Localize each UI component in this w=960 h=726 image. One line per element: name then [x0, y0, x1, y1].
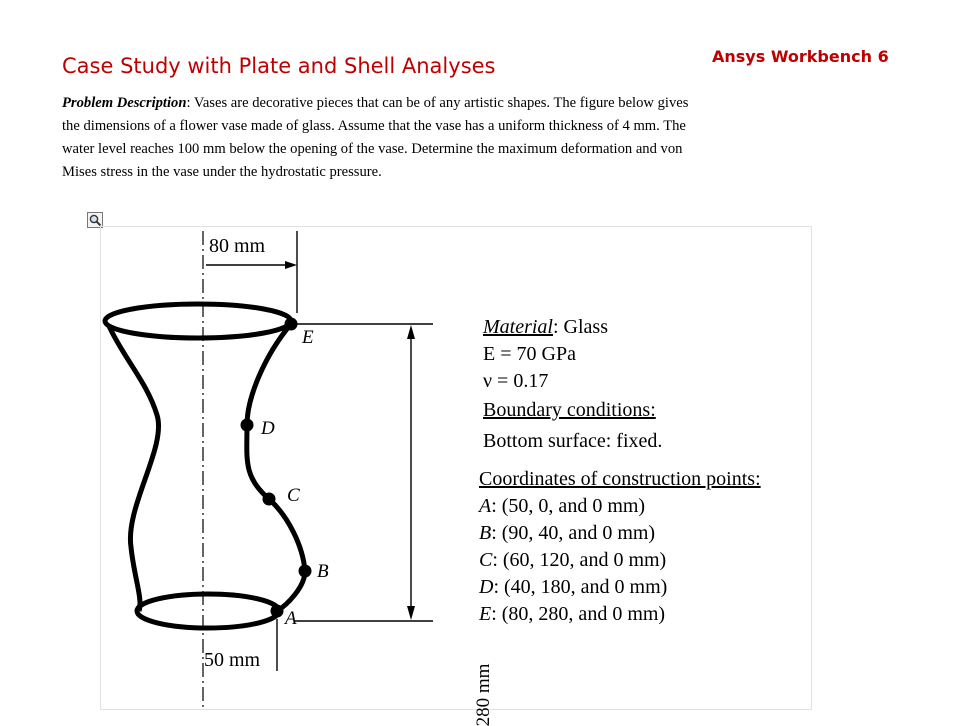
problem-line-3: water level reaches 100 mm below the opening of the vase. Determine the maximum deformation and von: [62, 141, 683, 157]
vase-figure: [100, 226, 812, 726]
point-C: [263, 493, 276, 506]
point-B: [299, 565, 312, 578]
bottom-base: [137, 594, 279, 628]
coord-B: B: (90, 40, and 0 mm): [479, 522, 656, 544]
label-E: E: [302, 327, 314, 348]
dim-280-label: 280 mm: [473, 663, 494, 726]
coords-heading: Coordinates of construction points:: [479, 468, 761, 490]
material-label: Material: [483, 316, 553, 338]
point-E: [285, 318, 298, 331]
brand-label: Ansys Workbench 6: [712, 47, 889, 66]
right-profile: [247, 324, 305, 611]
problem-heading: Problem Description: [62, 95, 187, 111]
modulus-line: E = 70 GPa: [483, 343, 576, 365]
coord-C: C: (60, 120, and 0 mm): [479, 549, 667, 571]
problem-line-4: Mises stress in the vase under the hydrostatic pressure.: [62, 164, 382, 180]
point-D: [241, 419, 254, 432]
label-B: B: [317, 561, 329, 582]
dim-80-label: 80 mm: [209, 235, 266, 257]
problem-description: [62, 92, 842, 184]
material-line: Material: Glass: [483, 316, 608, 338]
coord-D: D: (40, 180, and 0 mm): [479, 576, 668, 598]
dim-280-arrow-top: [407, 325, 415, 339]
coord-A: A: (50, 0, and 0 mm): [479, 495, 646, 517]
poisson-line: ν = 0.17: [483, 370, 549, 392]
dim-50-label: 50 mm: [204, 649, 261, 671]
label-C: C: [287, 485, 300, 506]
top-rim: [105, 304, 291, 338]
bc-value: Bottom surface: fixed.: [483, 430, 663, 452]
bc-heading: Boundary conditions:: [483, 399, 656, 421]
point-A: [271, 605, 284, 618]
label-A: A: [285, 608, 297, 629]
left-profile: [109, 326, 159, 611]
dim-280-arrow-bottom: [407, 606, 415, 620]
label-D: D: [261, 418, 275, 439]
slide-title: Case Study with Plate and Shell Analyses: [62, 54, 496, 78]
problem-line-2: the dimensions of a flower vase made of glass. Assume that the vase has a uniform thickness of 4 mm. The: [62, 118, 686, 134]
coord-E: E: (80, 280, and 0 mm): [479, 603, 666, 625]
problem-line-1: Problem Description: Vases are decorative pieces that can be of any artistic shapes. The figure below gives: [62, 95, 689, 111]
dim-80-arrow: [285, 261, 297, 269]
